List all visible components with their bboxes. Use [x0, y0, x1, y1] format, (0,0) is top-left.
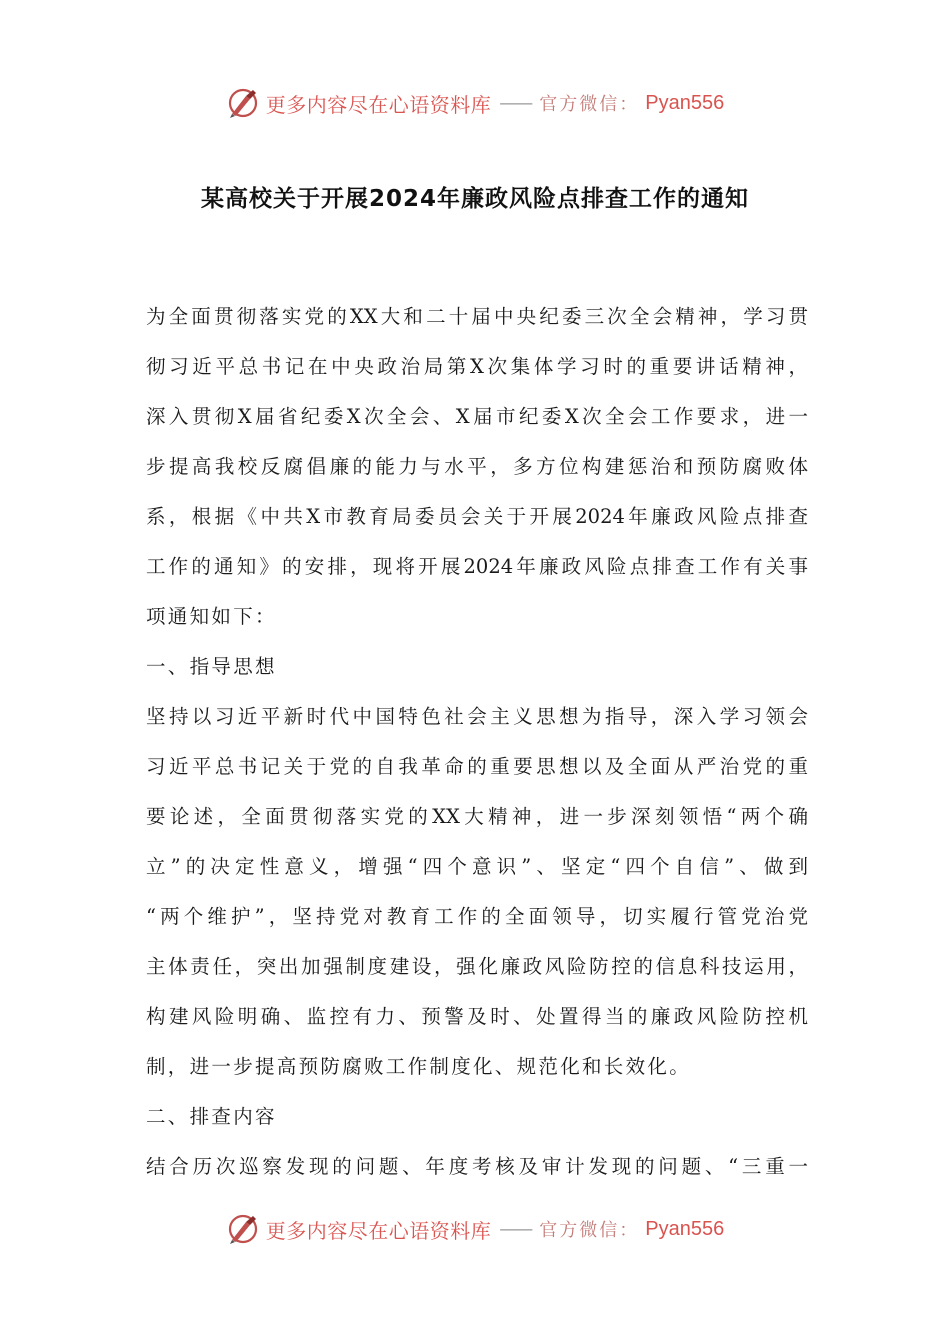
- body-line: 制，进一步提高预防腐败工作制度化、规范化和长效化。: [146, 1055, 692, 1078]
- body-line: 为全面贯彻落实党的XX大和二十届中央纪委三次全会精神，学习贯: [146, 305, 808, 328]
- body-line: 步提高我校反腐倡廉的能力与水平，多方位构建惩治和预防腐败体: [146, 455, 808, 478]
- document-title: 某高校关于开展2024年廉政风险点排查工作的通知: [200, 186, 749, 212]
- section-heading: 一、指导思想: [146, 655, 277, 678]
- watermark-official-label: 官方微信：: [539, 1220, 640, 1241]
- body-line: 习近平总书记关于党的自我革命的重要思想以及全面从严治党的重: [146, 755, 808, 778]
- pen-logo-icon: [226, 1212, 260, 1246]
- watermark-dash: ——: [499, 1218, 532, 1240]
- body-line: 工作的通知》的安排，现将开展2024年廉政风险点排查工作有关事: [146, 555, 808, 578]
- body-line: 结合历次巡察发现的问题、年度考核及审计发现的问题、“三重一: [146, 1155, 808, 1178]
- header-watermark: [0, 86, 950, 120]
- watermark-wechat-id: Pyan556: [645, 1217, 725, 1240]
- pen-logo-icon: [226, 86, 260, 120]
- footer-watermark: [0, 1212, 950, 1246]
- body-line: “两个维护”，坚持党对教育工作的全面领导，切实履行管党治党: [146, 905, 808, 928]
- body-line: 彻习近平总书记在中央政治局第X次集体学习时的重要讲话精神，: [146, 355, 808, 378]
- watermark-main-text: 更多内容尽在心语资料库: [265, 92, 492, 117]
- body-line: 立”的决定性意义，增强“四个意识”、坚定“四个自信”、做到: [146, 855, 808, 878]
- document-body: [146, 296, 808, 1196]
- body-line: 坚持以习近平新时代中国特色社会主义思想为指导，深入学习领会: [146, 705, 808, 728]
- section-heading: 二、排查内容: [146, 1105, 277, 1128]
- watermark-dash: ——: [499, 92, 532, 114]
- body-line: 系，根据《中共X市教育局委员会关于开展2024年廉政风险点排查: [146, 505, 808, 528]
- watermark-official-label: 官方微信：: [539, 94, 640, 115]
- body-line: 要论述，全面贯彻落实党的XX大精神，进一步深刻领悟“两个确: [146, 805, 808, 828]
- watermark-wechat-id: Pyan556: [645, 91, 725, 114]
- body-line: 主体责任，突出加强制度建设，强化廉政风险防控的信息科技运用，: [146, 955, 808, 978]
- body-line: 深入贯彻X届省纪委X次全会、X届市纪委X次全会工作要求，进一: [146, 405, 808, 428]
- watermark-main-text: 更多内容尽在心语资料库: [265, 1218, 492, 1243]
- body-line: 构建风险明确、监控有力、预警及时、处置得当的廉政风险防控机: [146, 1005, 808, 1028]
- body-line: 项通知如下：: [146, 605, 277, 628]
